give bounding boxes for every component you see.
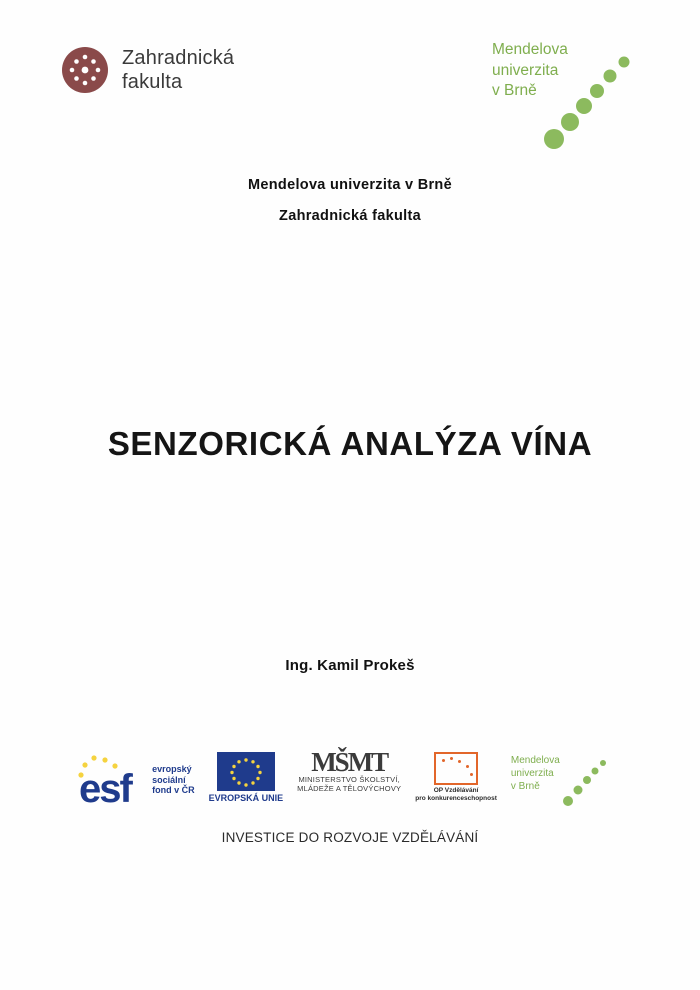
mendelu-footer-line1: Mendelova: [510, 755, 560, 766]
mendelu-green-dots-icon: [511, 752, 623, 818]
svg-text:esf: esf: [79, 767, 131, 808]
university-logo-line1: Mendelova: [492, 41, 568, 58]
msmt-sub-line1: MINISTERSTVO ŠKOLSTVÍ,: [298, 774, 400, 784]
footer-caption: INVESTICE DO ROZVOJE VZDĚLÁVÁNÍ: [221, 830, 479, 845]
opvk-logo: [415, 752, 497, 803]
faculty-logo: [62, 46, 234, 95]
esf-sub-line3: fond v ČR: [152, 785, 195, 796]
mendelu-footer-logo: [511, 752, 623, 818]
faculty-logo-text: [122, 46, 234, 95]
author-name: Ing. Kamil Prokeš: [285, 657, 415, 674]
esf-logo: [77, 752, 195, 808]
dot-grid-circle-icon: [62, 47, 108, 93]
msmt-mark: MŠMT: [311, 747, 388, 777]
university-logo: [492, 36, 652, 161]
green-dots-icon: [492, 36, 652, 161]
esf-sub-line1: evropský: [152, 764, 192, 775]
university-logo-line2: univerzita: [492, 61, 559, 79]
opvk-sublabel: [415, 787, 497, 803]
footer-logo-band: [0, 747, 700, 862]
eu-logo: [209, 752, 284, 803]
msmt-sub-line2: MLÁDEŽE A TĚLOVÝCHOVY: [297, 783, 402, 793]
opvk-mark-icon: [434, 752, 478, 785]
eu-flag-icon: [217, 752, 275, 791]
eu-label: EVROPSKÁ UNIE: [208, 793, 284, 803]
faculty-logo-line2: fakulta: [122, 71, 183, 94]
msmt-logo: [297, 747, 402, 793]
mendelu-footer-line2: univerzita: [510, 768, 554, 779]
footer-logos: [0, 747, 700, 824]
institution-line-1: Mendelova univerzita v Brně: [248, 177, 452, 193]
faculty-logo-line1: Zahradnická: [122, 47, 235, 69]
mendelu-footer-line3: v Brně: [510, 781, 540, 792]
esf-sublabel: [152, 764, 195, 796]
msmt-sublabel: [297, 775, 401, 793]
opvk-sub-line2: pro konkurenceschopnost: [415, 795, 497, 803]
page-title: SENZORICKÁ ANALÝZA VÍNA: [107, 425, 593, 462]
university-logo-line3: v Brně: [492, 82, 537, 100]
institution-block: [0, 178, 700, 239]
opvk-sub-line1: OP Vzdělávání: [433, 787, 479, 794]
institution-line-2: Zahradnická fakulta: [279, 207, 421, 224]
esf-stars-icon: [77, 752, 147, 808]
esf-sub-line2: sociální: [152, 774, 186, 785]
